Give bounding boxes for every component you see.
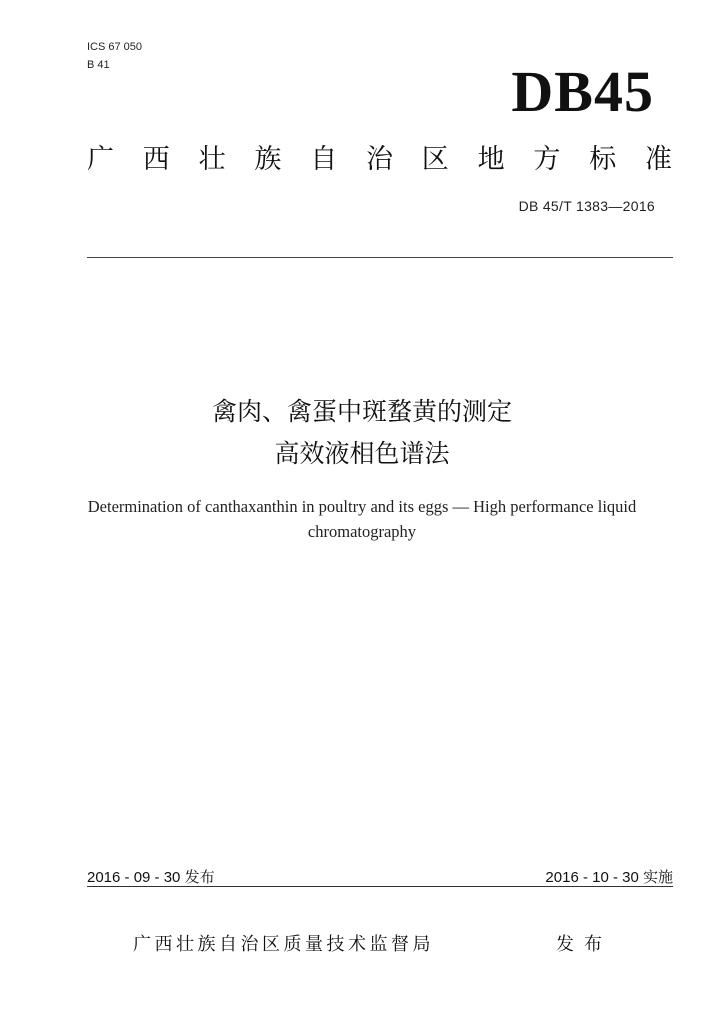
title-en: Determination of canthaxanthin in poultry and its eggs — High performance liquid chromatography xyxy=(87,497,637,541)
ics-code: ICS 67 050 xyxy=(87,41,143,53)
title-cn-line2: 高效液相色谱法 xyxy=(274,439,450,468)
issuer: 广西壮族自治区质量技术监督局 xyxy=(133,934,434,955)
bottom-divider xyxy=(87,886,673,887)
issue-word: 发布 xyxy=(556,934,612,955)
db45-logo: DB45 xyxy=(511,59,654,124)
ccs-code: B 41 xyxy=(87,59,110,71)
title-cn-line1: 禽肉、禽蛋中斑蝥黄的测定 xyxy=(211,397,512,426)
classification-codes xyxy=(87,38,142,74)
top-divider xyxy=(87,257,673,258)
issue-date: 2016 - 09 - 30 发布 xyxy=(87,869,215,886)
standard-type: 广 西 壮 族 自 治 区 地 方 标 准 xyxy=(87,144,672,175)
standard-number: DB 45/T 1383—2016 xyxy=(518,198,655,214)
implement-date: 2016 - 10 - 30 实施 xyxy=(545,869,673,886)
